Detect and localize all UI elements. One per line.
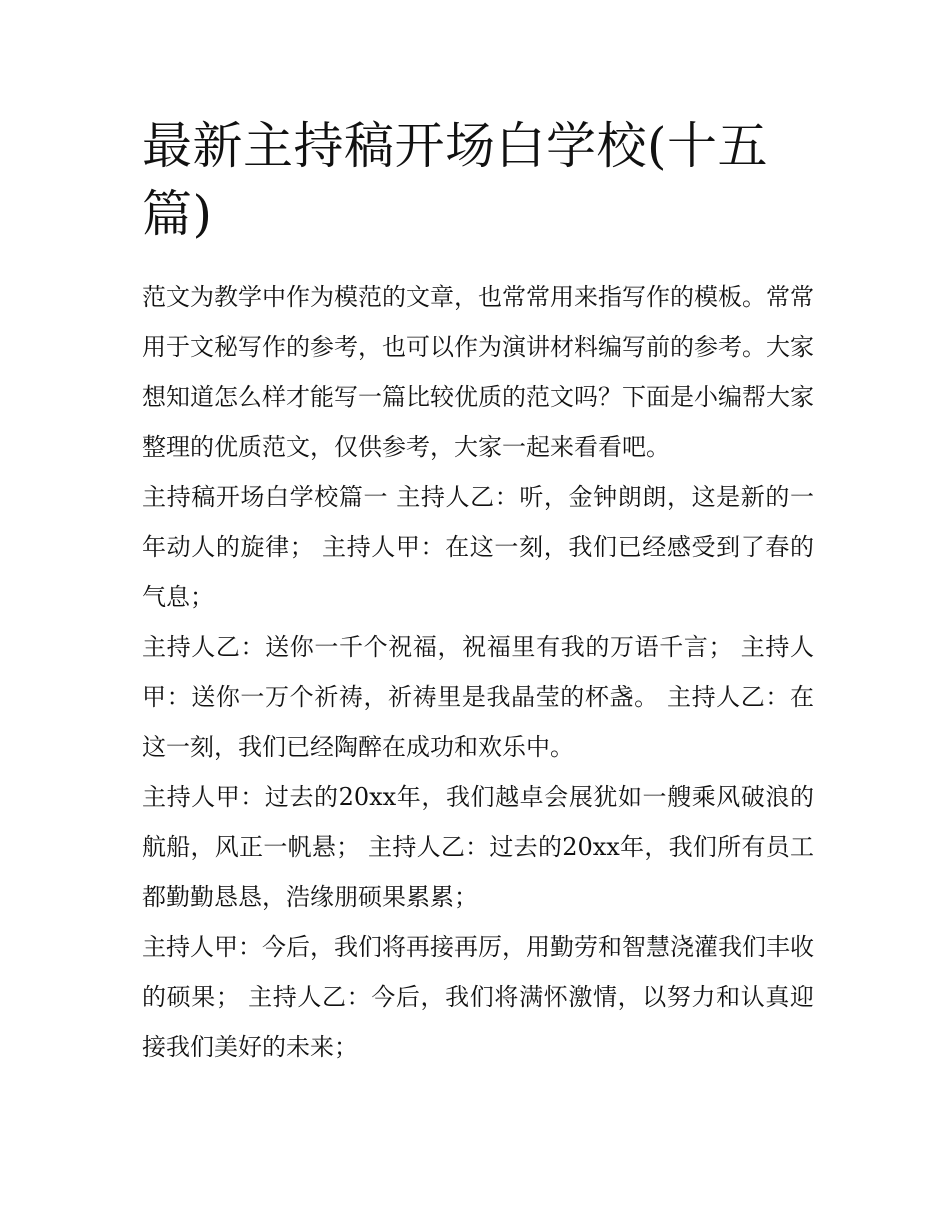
paragraph: 主持人乙：送你一千个祝福，祝福里有我的万语千言； 主持人甲：送你一万个祈祷，祈祷里是我晶莹的杯盏。 主持人乙：在这一刻，我们已经陶醉在成功和欢乐中。 [142, 633, 814, 761]
document-body [142, 272, 814, 1072]
paragraph: 主持人甲：过去的20xx年，我们越卓会展犹如一艘乘风破浪的航船，风正一帆悬； 主持人乙：过去的20xx年，我们所有员工都勤勤恳恳，浩缘朋硕果累累； [142, 783, 814, 911]
paragraph-intro: 范文为教学中作为模范的文章，也常常用来指写作的模板。常常用于文秘写作的参考，也可以作为演讲材料编写前的参考。大家想知道怎么样才能写一篇比较优质的范文吗？下面是小编帮大家整理的优质范文，仅供参考，大家一起来看看吧。 [142, 283, 814, 461]
document-content [142, 112, 814, 1072]
document-title: 最新主持稿开场白学校(十五篇) [142, 117, 769, 243]
paragraph: 主持人甲：今后，我们将再接再厉，用勤劳和智慧浇灌我们丰收的硕果； 主持人乙：今后，我们将满怀激情，以努力和认真迎接我们美好的未来； [142, 933, 814, 1061]
paragraph: 主持稿开场白学校篇一 主持人乙：听，金钟朗朗，这是新的一年动人的旋律； 主持人甲：在这一刻，我们已经感受到了春的气息； [142, 483, 814, 611]
